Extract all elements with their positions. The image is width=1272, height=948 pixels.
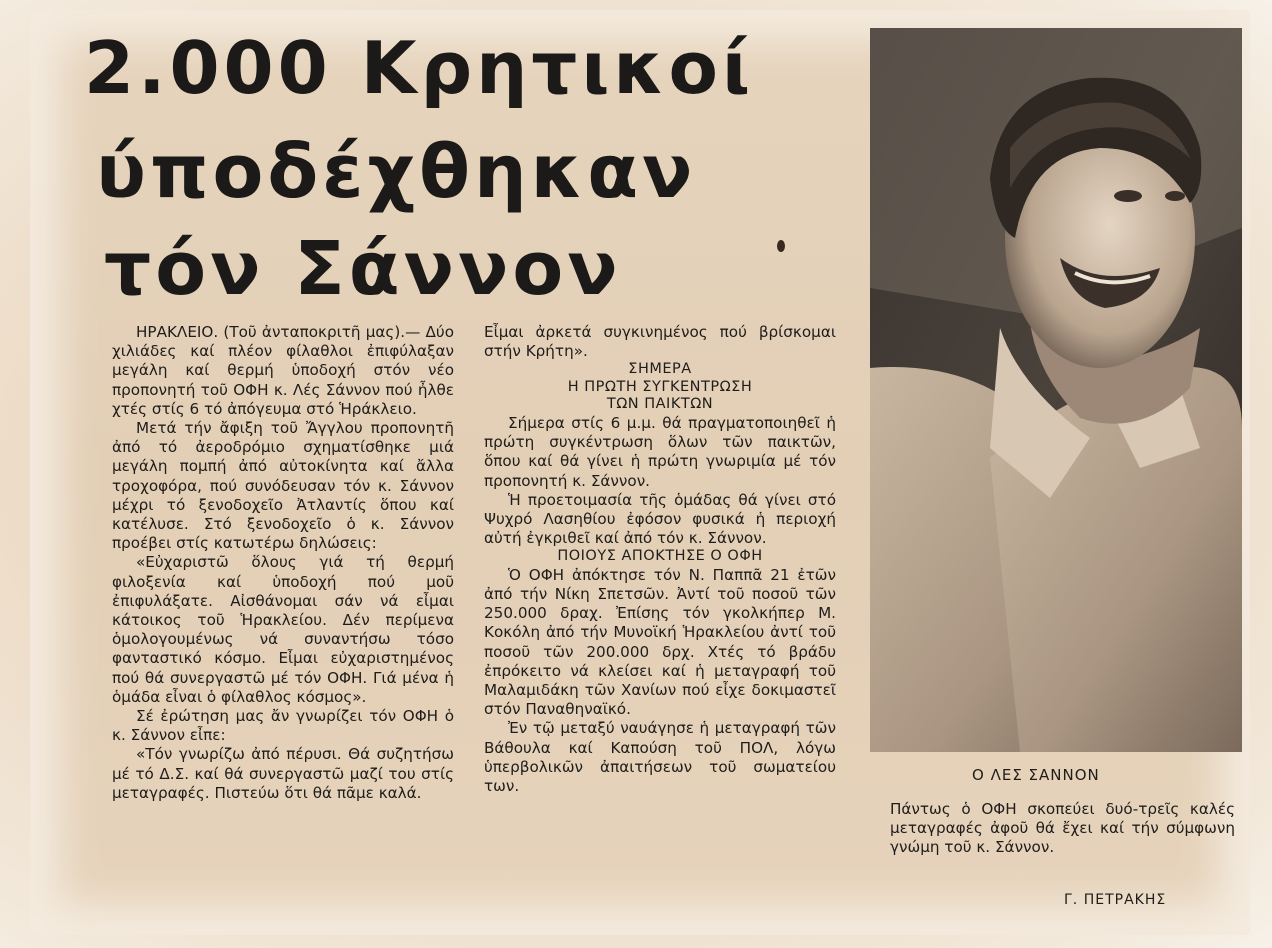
paragraph: Σήμερα στίς 6 μ.μ. θά πραγματοποιηθεῖ ἡ πρώτη συγκέντρωση ὅλων τῶν παικτῶν, ὅπου καί θά γίνει ἡ πρώτη γνωριμία μέ τόν προπονητή κ. Σάννον. (484, 413, 836, 490)
paragraph: Ἐν τῷ μεταξύ ναυάγησε ἡ μεταγραφή τῶν Βάθουλα καί Καπούση τοῦ ΠΟΛ, λόγω ὑπερβολικῶν ἀπαιτήσεων τοῦ σωματείου των. (484, 719, 836, 796)
paragraph: ΗΡΑΚΛΕΙΟ. (Τοῦ ἀνταποκριτῆ μας).— Δύο χιλιάδες καί πλέον φίλαθλοι ἐπιφύλαξαν μεγάλη καί θερμή ὑποδοχή στόν νέο προπονητή τοῦ ΟΦΗ κ. Λές Σάννον πού ἦλθε χτές στίς 6 τό ἀπόγευμα στό Ἡράκλειο. (112, 323, 454, 418)
portrait-photo (870, 28, 1242, 752)
headline-line-2: ύποδέχθηκαν (96, 129, 697, 215)
ink-stain (777, 240, 785, 252)
paragraph: «Τόν γνωρίζω ἀπό πέρυσι. Θά συζητήσω μέ τό Δ.Σ. καί θά συνεργαστῶ μαζί του στίς μεταγραφές. Πιστεύω ὅτι θά πᾶμε καλά. (112, 745, 454, 802)
paragraph: Εἶμαι ἀρκετά συγκινημένος πού βρίσκομαι στήν Κρήτη». (484, 323, 836, 361)
portrait-illustration (870, 28, 1242, 752)
article-column-2 (484, 323, 836, 796)
subheading: ΠΟΙΟΥΣ ΑΠΟΚΤΗΣΕ Ο ΟΦΗ (557, 548, 763, 565)
article-column-1 (112, 323, 454, 803)
byline: Γ. ΠΕΤΡΑΚΗΣ (1064, 892, 1167, 908)
headline-line-1: 2.000 Κρητικοί (84, 26, 755, 110)
photo-caption: Ο ΛΕΣ ΣΑΝΝΟΝ (972, 766, 1100, 784)
paragraph: Σέ ἐρώτηση μας ἄν γνωρίζει τόν ΟΦΗ ὁ κ. Σάννον εἶπε: (112, 707, 454, 745)
photo-column-text: Πάντως ὁ ΟΦΗ σκοπεύει δυό-τρεῖς καλές μεταγραφές ἀφοῦ θά ἔχει καί τήν σύμφωνη γνώμη τοῦ κ. Σάννον. (890, 800, 1235, 857)
subheading: ΣΗΜΕΡΑ Η ΠΡΩΤΗ ΣΥΓΚΕΝΤΡΩΣΗ ΤΩΝ ΠΑΙΚΤΩΝ (567, 361, 753, 413)
paragraph: Ὁ ΟΦΗ ἀπόκτησε τόν Ν. Παππᾶ 21 ἐτῶν ἀπό τήν Νίκη Σπετσῶν. Ἀντί τοῦ ποσοῦ τῶν 250.000 δραχ. Ἐπίσης τόν γκολκήπερ Μ. Κοκόλη ἀπό τήν Μυνοϊκή Ἡρακλείου ἀντί τοῦ ποσοῦ τῶν 200.000 δρχ. Χτές τό βράδυ ἐπρόκειτο νά κλείσει καί ἡ μεταγραφή τοῦ Μαλαμιδάκη τῶν Χανίων πού εἶχε δοκιμαστεῖ στόν Παναθηναϊκό. (484, 565, 836, 719)
paragraph: Μετά τήν ἄφιξη τοῦ Ἄγγλου προπονητῆ ἀπό τό ἀεροδρόμιο σχηματίσθηκε μιά μεγάλη πομπή ἀπό αὐτοκίνητα καί ἄλλα τροχοφόρα, πού συνόδευσαν τόν κ. Σάννον μέχρι τό ξενοδοχεῖο Ἀτλαντίς ὅπου καί κατέλυσε. Στό ξενοδοχεῖο ὁ κ. Σάννον προέβει στίς κατωτέρω δηλώσεις: (112, 419, 454, 553)
paragraph: «Εὐχαριστῶ ὅλους γιά τή θερμή φιλοξενία καί ὑποδοχή πού μοῦ ἐπιφυλάξατε. Αἰσθάνομαι σάν νά εἶμαι κάτοικος τοῦ Ἡρακλείου. Δέν περίμενα ὁμολογουμένως νά συναντήσω τόσο φανταστικό κόσμο. Εἶμαι εὐχαριστημένος πού θά συνεργαστῶ μέ τόν ΟΦΗ. Γιά μένα ἡ ὁμάδα εἶναι ὁ φίλαθλος κόσμος». (112, 553, 454, 706)
paragraph: Ἡ προετοιμασία τῆς ὁμάδας θά γίνει στό Ψυχρό Λασηθίου ἐφόσον φυσικά ἡ περιοχή αὐτή ἐγκριθεῖ καί ἀπό τόν κ. Σάννον. (484, 490, 836, 548)
headline-line-3: τόν Σάννον (104, 226, 622, 312)
